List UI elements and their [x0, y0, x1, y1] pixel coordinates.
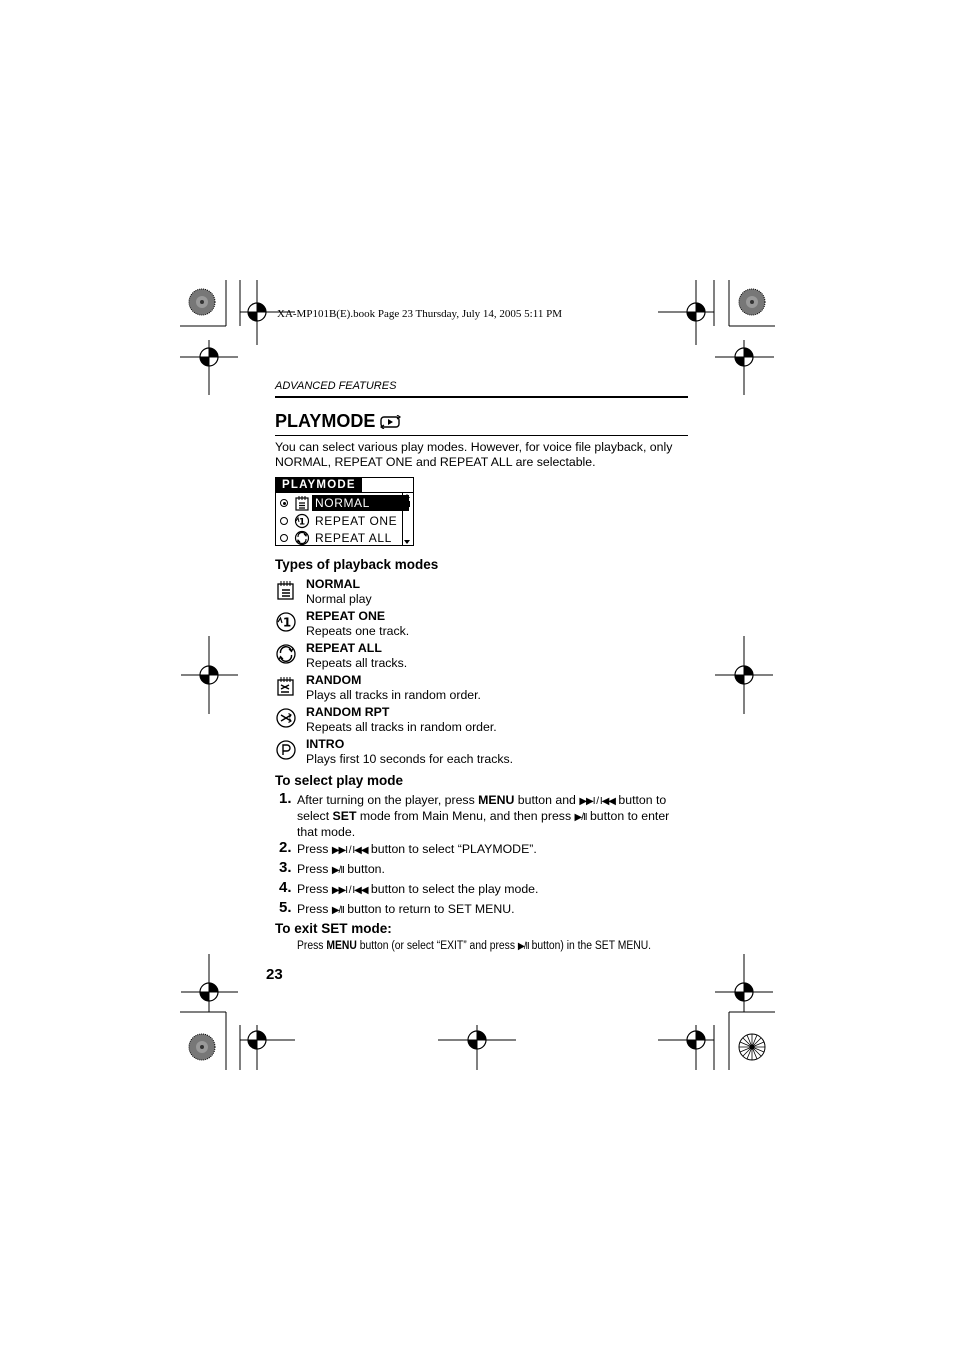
text: button to return to SET MENU.	[343, 902, 515, 916]
random-icon	[275, 675, 297, 697]
play-pause-symbol: ▶/II	[517, 941, 529, 952]
repeat-all-icon	[294, 530, 310, 546]
mode-description: Normal play	[306, 592, 372, 606]
lcd-row-normal	[280, 495, 408, 511]
page-title	[275, 411, 403, 432]
normal-icon	[275, 579, 297, 601]
step-number: 5.	[279, 899, 292, 916]
step-text	[297, 882, 692, 898]
keyword-set: SET	[332, 809, 357, 823]
lcd-title: PLAYMODE	[276, 478, 362, 493]
mode-item-intro	[275, 737, 695, 769]
scroll-down-icon	[403, 539, 411, 545]
step-number: 1.	[279, 790, 292, 807]
text: Press	[297, 940, 327, 952]
mode-description: Repeats all tracks.	[306, 656, 408, 670]
mode-item-normal	[275, 577, 695, 609]
step-number: 4.	[279, 879, 292, 896]
lcd-label: NORMAL	[312, 495, 409, 511]
step-text	[297, 793, 692, 840]
exit-instructions	[297, 940, 651, 952]
lcd-scroll-thumb	[404, 501, 410, 507]
text: Press	[297, 902, 332, 916]
select-heading: To select play mode	[275, 773, 404, 788]
text: button to select the play mode.	[367, 882, 539, 896]
step-text	[297, 902, 692, 918]
text: button to select	[297, 793, 667, 823]
playmode-icon	[379, 415, 403, 429]
text: button and	[514, 793, 580, 807]
step-text	[297, 862, 692, 878]
lcd-label: REPEAT ONE	[315, 514, 398, 528]
play-pause-symbol: ▶/II	[574, 812, 587, 823]
keyword-menu: MENU	[326, 940, 357, 952]
step-number: 2.	[279, 839, 292, 856]
step-4	[279, 879, 699, 900]
title-rule	[275, 435, 688, 436]
skip-buttons-symbol: ▶▶I / I◀◀	[331, 885, 368, 896]
svg-text:1: 1	[282, 615, 292, 630]
skip-buttons-symbol: ▶▶I / I◀◀	[331, 845, 368, 856]
mode-name: INTRO	[306, 737, 345, 751]
text: button.	[343, 862, 385, 876]
mode-name: REPEAT ALL	[306, 641, 382, 655]
repeat-one-icon	[275, 611, 297, 633]
intro-paragraph: You can select various play modes. However, for voice file playback, only NORMAL, REPEAT ONE and REPEAT ALL are selectable.	[275, 440, 673, 469]
keyword-menu: MENU	[478, 793, 515, 807]
header-rule	[275, 396, 688, 398]
step-1	[279, 790, 699, 839]
text: button (or select “EXIT” and press	[356, 940, 518, 952]
mode-description: Repeats all tracks in random order.	[306, 720, 497, 734]
lcd-row-repeat-all	[280, 530, 408, 546]
text: button to select “PLAYMODE”.	[367, 842, 537, 856]
text: button to enter that mode.	[297, 809, 670, 839]
radio-selected-icon	[280, 499, 288, 507]
mode-description: Repeats one track.	[306, 624, 410, 638]
repeat-one-icon	[294, 513, 310, 529]
mode-description: Plays all tracks in random order.	[306, 688, 481, 702]
step-number: 3.	[279, 859, 292, 876]
step-5	[279, 899, 699, 920]
play-pause-symbol: ▶/II	[331, 865, 344, 876]
step-2	[279, 839, 699, 860]
text: After turning on the player, press	[297, 793, 479, 807]
mode-description: Plays first 10 seconds for each tracks.	[306, 752, 514, 766]
page-number: 23	[266, 966, 283, 983]
radio-icon	[280, 517, 288, 525]
mode-item-repeat-one	[275, 609, 695, 641]
print-header: XA-MP101B(E).book Page 23 Thursday, July 14, 2005 5:11 PM	[277, 308, 562, 320]
mode-item-repeat-all	[275, 641, 695, 673]
step-3	[279, 859, 699, 880]
mode-name: NORMAL	[306, 577, 360, 591]
mode-name: REPEAT ONE	[306, 609, 386, 623]
mode-item-random-rpt	[275, 705, 695, 737]
lcd-scrollbar	[402, 493, 411, 545]
intro-icon	[275, 739, 297, 761]
text: mode from Main Menu, and then press	[356, 809, 575, 823]
mode-name: RANDOM	[306, 673, 362, 687]
types-heading: Types of playback modes	[275, 557, 439, 572]
section-label: ADVANCED FEATURES	[275, 380, 397, 392]
skip-buttons-symbol: ▶▶I / I◀◀	[579, 796, 615, 807]
repeat-all-icon	[275, 643, 297, 665]
text: Press	[297, 842, 332, 856]
page-title-text: PLAYMODE	[275, 411, 376, 431]
svg-text:1: 1	[298, 517, 306, 528]
text: button) in the SET MENU.	[528, 940, 652, 952]
radio-icon	[280, 534, 288, 542]
exit-heading: To exit SET mode:	[275, 921, 392, 936]
text: Press	[297, 862, 332, 876]
mode-item-random	[275, 673, 695, 705]
mode-name: RANDOM RPT	[306, 705, 390, 719]
lcd-label: REPEAT ALL	[315, 531, 392, 545]
lcd-screen	[275, 477, 414, 546]
normal-icon	[294, 495, 310, 511]
scroll-up-icon	[403, 493, 411, 499]
step-text	[297, 842, 692, 858]
lcd-row-repeat-one	[280, 513, 408, 529]
play-pause-symbol: ▶/II	[331, 905, 344, 916]
text: Press	[297, 882, 332, 896]
random-repeat-icon	[275, 707, 297, 729]
